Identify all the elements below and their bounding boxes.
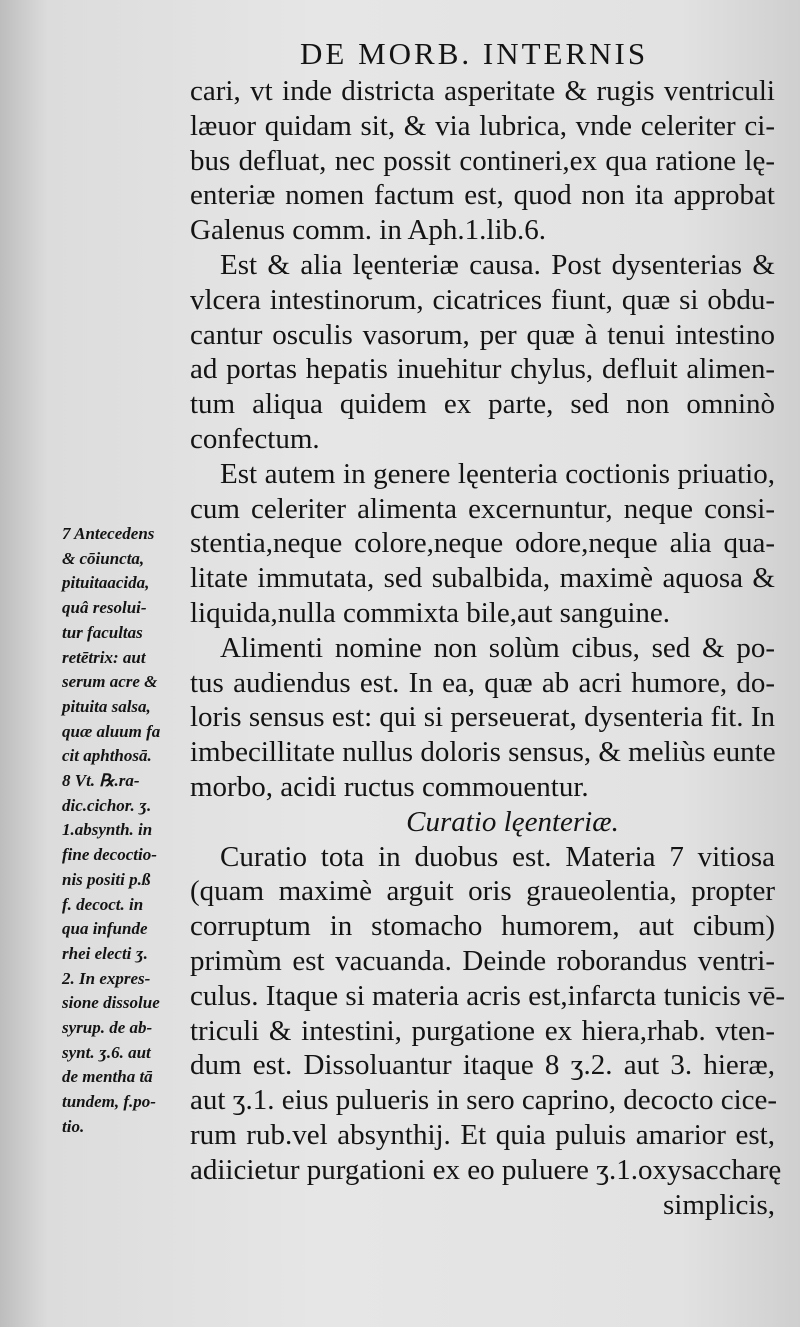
text-line: adiicietur purgationi ex eo puluere ʒ.1.oxysaccharę bbox=[190, 1153, 782, 1186]
text-line: enteriæ nomen factum est, quod non ita approbat bbox=[190, 179, 775, 212]
margin-note-line: 7 Antecedens bbox=[62, 524, 155, 543]
text-line: morbo, acidi ructus commouentur. bbox=[190, 770, 589, 803]
margin-note-line: dic.cichor. ʒ. bbox=[62, 795, 152, 815]
text-line: imbecillitate nullus doloris sensus, & meliùs eunte bbox=[190, 736, 776, 769]
text-line: bus defluat, nec possit contineri,ex qua ratione lę- bbox=[190, 144, 775, 177]
text-line: dum est. Dissoluantur itaque 8 ʒ.2. aut 3. hieræ, bbox=[190, 1049, 775, 1082]
margin-note-line: tundem, f.po- bbox=[62, 1092, 156, 1112]
margin-note-line: serum acre & bbox=[62, 672, 158, 692]
text-line: Galenus comm. in Aph.1.lib.6. bbox=[190, 214, 547, 247]
text-line: primùm est vacuanda. Deinde roborandus ventri- bbox=[190, 944, 775, 977]
text-line: ad portas hepatis inuehitur chylus, defluit alimen- bbox=[190, 353, 775, 386]
text-line: liquida,nulla commixta bile,aut sanguine. bbox=[190, 596, 671, 629]
text-line: aut ʒ.1. eius pulueris in sero caprino, decocto cice- bbox=[190, 1084, 778, 1117]
margin-note-line: pituitaacida, bbox=[62, 573, 150, 593]
text-line: confectum. bbox=[190, 422, 320, 455]
catchword-line: simplicis, bbox=[663, 1188, 775, 1221]
text-line: stentia,neque colore,neque odore,neque alia qua- bbox=[190, 527, 775, 560]
margin-note-line: retētrix: aut bbox=[62, 647, 146, 667]
text-line: loris sensus est: qui si perseuerat, dysenteria fit. In bbox=[190, 701, 775, 734]
margin-note-line: syrup. de ab- bbox=[62, 1018, 153, 1038]
text-line: culus. Itaque si materia acris est,infarcta tunicis vē- bbox=[190, 979, 786, 1012]
text-line: cantur osculis vasorum, per quæ à tenui intestino bbox=[190, 318, 775, 351]
margin-note-line: cit aphthosā. bbox=[62, 746, 152, 766]
margin-note-line: synt. ʒ.6. aut bbox=[62, 1042, 151, 1062]
margin-note-line: tur facultas bbox=[62, 622, 143, 642]
text-line: (quam maximè arguit oris graueolentia, propter bbox=[190, 875, 775, 908]
text-line: cari, vt inde districta asperitate & rugis ventriculi bbox=[190, 75, 775, 107]
margin-note-line: nis positi p.ß bbox=[62, 869, 151, 889]
section-heading: Curatio lęenteriæ. bbox=[406, 805, 619, 838]
margin-notes bbox=[62, 522, 190, 1140]
text-line: corruptum in stomacho humorem, aut cibum) bbox=[190, 910, 775, 943]
margin-note-line: 8 Vt. ℞.ra- bbox=[62, 771, 140, 791]
margin-note-line: 1.absynth. in bbox=[62, 820, 153, 840]
text-line: litate immutata, sed subalbida, maximè aquosa & bbox=[190, 562, 775, 595]
margin-note-line: 2. In expres- bbox=[62, 968, 151, 988]
text-line: vlcera intestinorum, cicatrices fiunt, quæ si obdu- bbox=[190, 283, 775, 316]
margin-note-line: f. decoct. in bbox=[62, 894, 144, 914]
margin-note-line: quæ aluum fa bbox=[62, 721, 161, 741]
main-text-block bbox=[190, 74, 786, 1222]
text-line: triculi & intestini, purgatione ex hiera,rhab. vten- bbox=[190, 1014, 775, 1047]
paragraph-start-line: Curatio tota in duobus est. Materia 7 vitiosa bbox=[220, 840, 775, 873]
paragraph-start-line: Est & alia lęenteriæ causa. Post dysenterias & bbox=[220, 248, 775, 281]
text-line: læuor quidam sit, & via lubrica, vnde celeriter ci- bbox=[190, 109, 775, 142]
text-line: rum rub.vel absynthij. Et quia puluis amarior est, bbox=[190, 1118, 775, 1151]
margin-note-line: sione dissolue bbox=[62, 993, 160, 1013]
text-line: cum celeriter alimenta excernuntur, neque consi- bbox=[190, 492, 775, 525]
margin-note-line: qua infunde bbox=[62, 919, 148, 939]
running-header: DE MORB. INTERNIS bbox=[300, 36, 649, 71]
margin-note-line: quâ resolui- bbox=[62, 598, 147, 618]
text-line: tus audiendus est. In ea, quæ ab acri humore, do- bbox=[190, 666, 775, 699]
margin-note-line: & cōiuncta, bbox=[62, 548, 145, 568]
paragraph-start-line: Est autem in genere lęenteria coctionis priuatio, bbox=[220, 457, 775, 490]
paragraph-start-line: Alimenti nomine non solùm cibus, sed & po- bbox=[220, 631, 775, 664]
margin-note-line: de mentha tā bbox=[62, 1067, 153, 1087]
margin-note-line: fine decoctio- bbox=[62, 845, 157, 865]
margin-note-line: tio. bbox=[62, 1116, 85, 1136]
margin-note-line: pituita salsa, bbox=[62, 696, 151, 716]
text-line: tum aliqua quidem ex parte, sed non omninò bbox=[190, 388, 775, 421]
margin-note-line: rhei electi ʒ. bbox=[62, 943, 148, 963]
